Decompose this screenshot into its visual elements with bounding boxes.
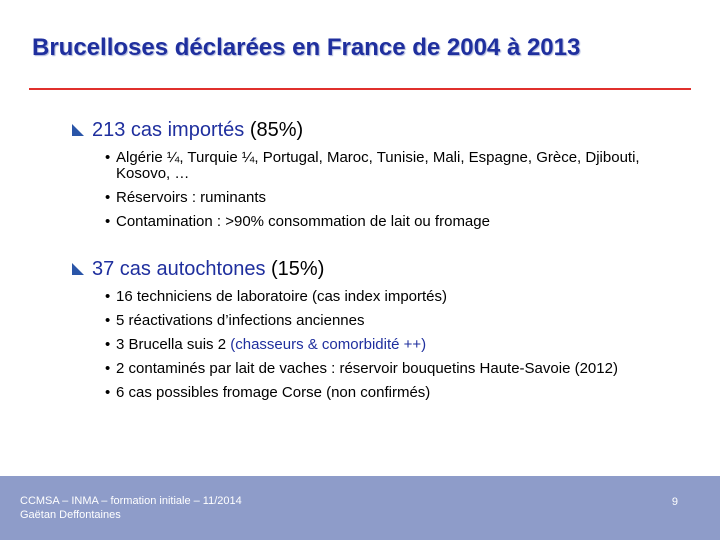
bullet-text: 2 contaminés par lait de vaches : réservoir bouquetins Haute-Savoie (2012) bbox=[116, 360, 618, 377]
list-item bbox=[72, 313, 672, 329]
section-autochthonous-cases bbox=[72, 257, 672, 401]
section-heading-percent: (85%) bbox=[244, 119, 304, 141]
triangle-bullet-icon bbox=[72, 124, 84, 136]
bullet-dot: • bbox=[105, 336, 111, 353]
list-item bbox=[72, 337, 672, 353]
section-heading bbox=[72, 118, 672, 142]
list-item bbox=[72, 289, 672, 305]
triangle-bullet-icon bbox=[72, 263, 84, 275]
list-item bbox=[72, 214, 672, 230]
bullet-text: Réservoirs : ruminants bbox=[116, 189, 267, 206]
bullet-text: Contamination : >90% consommation de lait ou fromage bbox=[116, 213, 490, 230]
footer-line-course: CCMSA – INMA – formation initiale – 11/2014 bbox=[20, 495, 242, 507]
bullet-dot: • bbox=[105, 360, 111, 377]
section-heading-percent: (15%) bbox=[265, 258, 325, 280]
list-item bbox=[72, 361, 672, 377]
footer-credits bbox=[20, 494, 242, 522]
list-item bbox=[72, 385, 672, 401]
slide-title: Brucelloses déclarées en France de 2004 à 2013 bbox=[32, 34, 581, 61]
bullet-dot: • bbox=[105, 149, 111, 166]
section-imported-cases bbox=[72, 118, 672, 230]
bullet-list bbox=[72, 150, 672, 230]
section-heading-main: 213 cas importés bbox=[92, 119, 245, 141]
list-item bbox=[72, 150, 672, 182]
slide-footer bbox=[0, 476, 720, 540]
bullet-dot: • bbox=[105, 312, 111, 329]
list-item bbox=[72, 190, 672, 206]
bullet-text: 6 cas possibles fromage Corse (non confirmés) bbox=[116, 384, 431, 401]
footer-line-author: Gaëtan Deffontaines bbox=[20, 509, 121, 521]
bullet-dot: • bbox=[105, 213, 111, 230]
section-heading-main: 37 cas autochtones bbox=[92, 258, 266, 280]
bullet-text: 16 techniciens de laboratoire (cas index importés) bbox=[116, 288, 448, 305]
bullet-text: 5 réactivations d’infections anciennes bbox=[116, 312, 365, 329]
bullet-text: 3 Brucella suis 2 bbox=[116, 336, 231, 353]
section-heading bbox=[72, 257, 672, 281]
bullet-dot: • bbox=[105, 384, 111, 401]
bullet-accent-text: (chasseurs & comorbidité ++) bbox=[230, 336, 427, 353]
title-underline bbox=[29, 88, 691, 90]
bullet-dot: • bbox=[105, 189, 111, 206]
bullet-text: Algérie ¼, Turquie ¼, Portugal, Maroc, Tunisie, Mali, Espagne, Grèce, Djibouti, Kosovo, … bbox=[116, 149, 640, 182]
page-number: 9 bbox=[671, 496, 678, 508]
bullet-list bbox=[72, 289, 672, 401]
bullet-dot: • bbox=[105, 288, 111, 305]
